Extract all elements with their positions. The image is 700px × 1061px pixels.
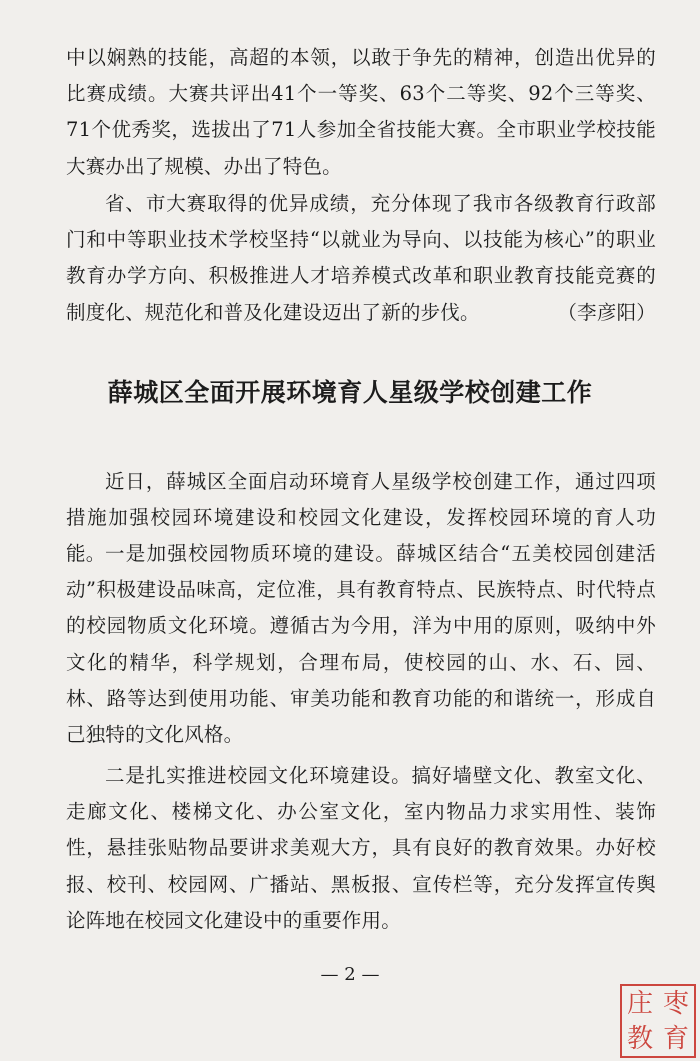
paragraph-measure-two: 二是扎实推进校园文化环境建设。搞好墙壁文化、教室文化、走廊文化、楼梯文化、办公室文化，室内物品力求实用性、装饰性，悬挂张贴物品要讲求美观大方，具有良好的教育效果。办好校报、校刊、校园网、广播站、黑板报、宣传栏等，充分发挥宣传舆论阵地在校园文化建设中的重要作用。 xyxy=(66,764,656,932)
seal-char: 枣 xyxy=(662,988,689,1019)
paragraph-continued: 中以娴熟的技能，高超的本领，以敢于争先的精神，创造出优异的比赛成绩。大赛共评出41个一等奖、63个二等奖、92个三等奖、71个优秀奖，选拔出了71人参加全省技能大赛。全市职业学校技能大赛办出了规模、办出了特色。 xyxy=(66,46,656,178)
seal-char: 教 xyxy=(626,1023,653,1054)
paragraph-intro: 近日，薛城区全面启动环境育人星级学校创建工作，通过四项措施加强校园环境建设和校园文化建设，发挥校园环境的育人功能。 xyxy=(66,470,656,566)
paragraph-conclusion-text: 省、市大赛取得的优异成绩，充分体现了我市各级教育行政部门和中等职业技术学校坚持“以就业为导向、以技能为核心”的职业教育办学方向、积极推进人才培养模式改革和职业教育技能竞赛的制度化、规范化和普及化建设迈出了新的步伐。 xyxy=(66,192,656,324)
seal-stamp xyxy=(620,984,696,1058)
article-title: 薛城区全面开展环境育人星级学校创建工作 xyxy=(107,378,593,407)
seal-char: 育 xyxy=(662,1023,689,1054)
author-attribution: （李彦阳） xyxy=(557,300,656,324)
page-number: — 2 — xyxy=(320,964,380,985)
paragraph-measure-one: 一是加强校园物质环境的建设。薛城区结合“五美校园创建活动”积极建设品味高，定位准，具有教育特点、民族特点、时代特点的校园物质文化环境。遵循古为今用，洋为中用的原则，吸纳中外文化的精华，科学规划，合理布局，使校园的山、水、石、园、林、路等达到使用功能、审美功能和教育功能的和谐统一，形成自己独特的文化风格。 xyxy=(66,542,656,747)
paragraph-conclusion xyxy=(66,186,656,331)
seal-char: 庄 xyxy=(626,988,653,1019)
